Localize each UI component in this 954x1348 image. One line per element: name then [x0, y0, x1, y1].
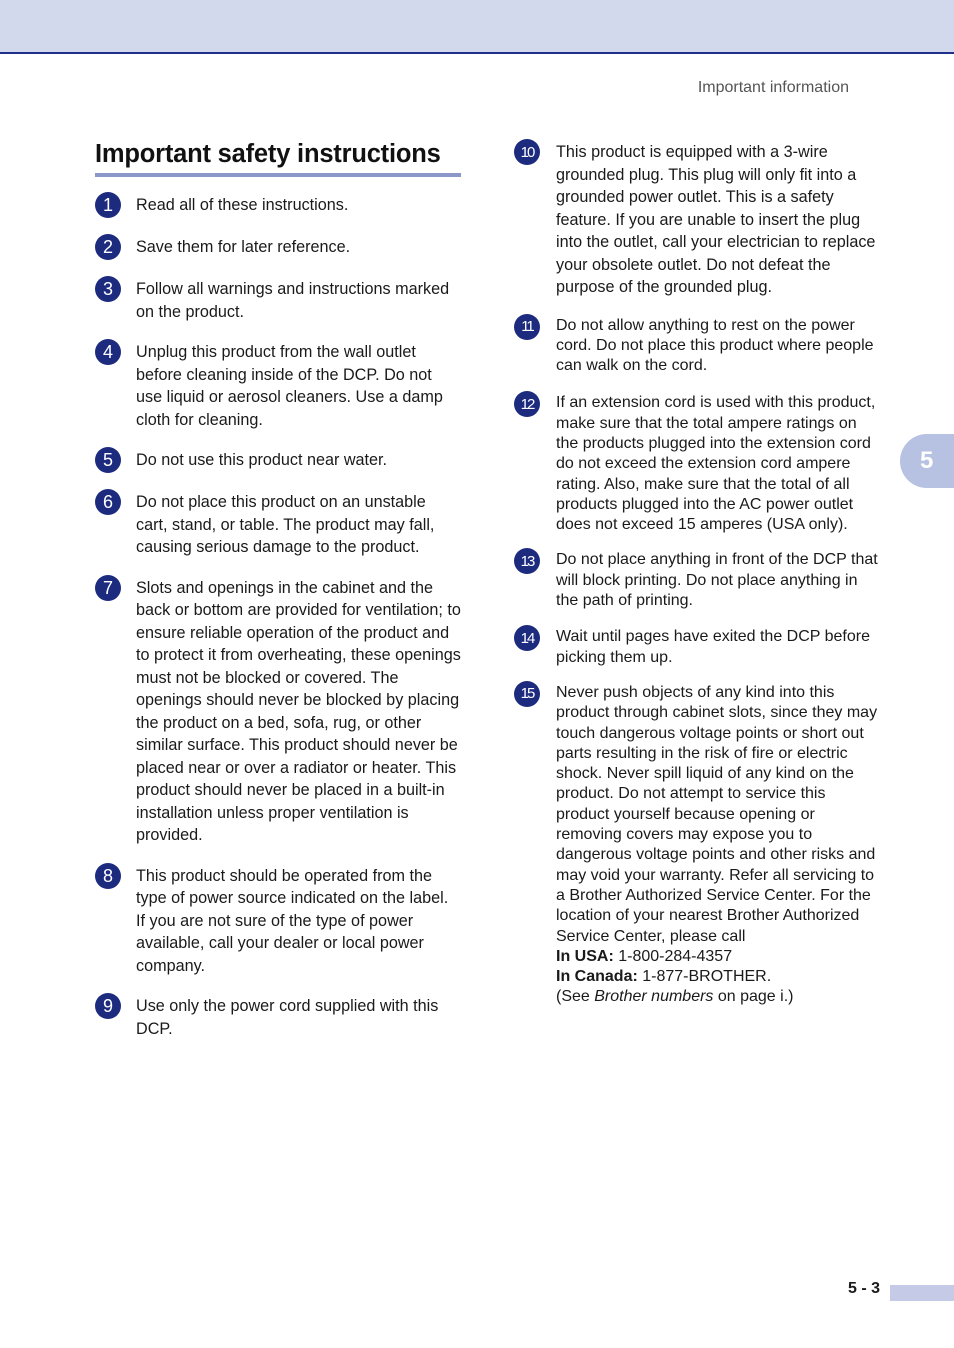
instruction-body: Do not place this product on an unstable cart, stand, or table. The product may fall, causing serious damage to the product. — [136, 493, 435, 556]
running-header: Important information — [697, 79, 849, 96]
instruction-text — [556, 393, 880, 535]
left-instruction-list — [95, 194, 465, 1040]
step-number-badge: 12 — [514, 391, 540, 417]
instruction-item — [95, 577, 465, 847]
instruction-item — [95, 995, 465, 1040]
see-reference-line — [556, 987, 880, 1007]
step-number-badge: 1 — [95, 192, 121, 218]
page-number-bar — [890, 1285, 954, 1301]
instruction-item — [514, 393, 880, 535]
instruction-body: Do not use this product near water. — [136, 451, 388, 469]
left-column — [95, 140, 465, 1040]
step-gap — [514, 535, 880, 550]
step-gap — [95, 431, 465, 449]
step-gap — [95, 977, 465, 995]
top-header-band — [0, 0, 954, 54]
usa-contact-line — [556, 947, 880, 967]
instruction-body: This product is equipped with a 3-wire grounded plug. This plug will only fit into a grounded power outlet. This is a safety feature. If you are unable to insert the plug into the outlet, call your electrician to replace your obsolete outlet. Do not defeat the purpose of the grounded plug. — [556, 143, 876, 296]
instruction-item — [95, 449, 465, 473]
see-prefix: (See — [556, 988, 595, 1006]
step-gap — [95, 218, 465, 236]
step-gap — [514, 611, 880, 627]
instruction-item — [95, 278, 465, 323]
instruction-body: Follow all warnings and instructions marked on the product. — [136, 280, 450, 321]
step-number-badge: 11 — [514, 314, 540, 340]
instruction-item — [514, 550, 880, 611]
instruction-item — [95, 341, 465, 431]
instruction-body: This product should be operated from the type of power source indicated on the label. If you are not sure of the type of power available, call your dealer or local power company. — [136, 866, 449, 975]
usa-label: In USA: — [556, 947, 614, 965]
instruction-item — [514, 141, 880, 299]
step-number-badge: 9 — [95, 993, 121, 1019]
step-number-badge: 2 — [95, 234, 121, 260]
instruction-body: If an extension cord is used with this product, make sure that the total ampere ratings on the products plugged into the extension cord do not exceed the extension cord ampere rating. Also, make sure that the total of all products plugged into the AC power outlet does not exceed 15 amperes (USA only). — [556, 394, 876, 534]
instruction-body: Do not place anything in front of the DCP that will block printing. Do not place anything in the path of printing. — [556, 551, 878, 610]
instruction-item — [95, 865, 465, 978]
section-title: Important safety instructions — [95, 140, 461, 177]
instruction-text — [556, 141, 880, 299]
canada-number: 1-877-BROTHER. — [637, 968, 772, 986]
instruction-text — [136, 236, 461, 259]
instruction-item — [95, 194, 465, 218]
step-number-badge: 5 — [95, 447, 121, 473]
step-gap — [514, 376, 880, 393]
page-number: 5 - 3 — [847, 1280, 880, 1297]
instruction-body: Do not allow anything to rest on the power cord. Do not place this product where people can walk on the cord. — [556, 316, 874, 375]
instruction-item — [95, 236, 465, 260]
contact-block — [556, 947, 880, 1008]
step-gap — [95, 260, 465, 278]
instruction-body: Unplug this product from the wall outlet before cleaning inside of the DCP. Do not use liquid or aerosol cleaners. Use a damp cloth for cleaning. — [136, 343, 443, 429]
instruction-text — [556, 550, 880, 611]
instruction-body: Read all of these instructions. — [136, 196, 349, 214]
instruction-body: Wait until pages have exited the DCP before picking them up. — [556, 628, 870, 666]
step-number-badge: 13 — [514, 548, 540, 574]
instruction-text — [556, 627, 880, 668]
instruction-text — [136, 995, 461, 1040]
usa-number: 1-800-284-4357 — [613, 947, 733, 965]
right-instruction-list — [514, 141, 880, 1008]
step-number-badge: 8 — [95, 863, 121, 889]
instruction-body: Slots and openings in the cabinet and the back or bottom are provided for ventilation; to ensure reliable operation of the product and to protect it from overheating, these openings must not be blocked or covered. The openings should never be blocked by placing the product on a bed, sofa, rug, or other similar surface. This product should never be placed near or over a radiator or heater. This product should never be placed in a built-in installation unless proper ventilation is provided. — [136, 578, 461, 844]
see-suffix: on page i.) — [713, 988, 794, 1006]
instruction-item — [514, 683, 880, 1008]
step-gap — [95, 559, 465, 577]
canada-label: In Canada: — [556, 968, 638, 986]
instruction-text — [136, 449, 461, 472]
step-number-badge: 14 — [514, 625, 540, 651]
chapter-tab[interactable]: 5 — [900, 434, 954, 488]
instruction-text — [136, 278, 461, 323]
instruction-text — [136, 341, 461, 431]
step-number-badge: 7 — [95, 575, 121, 601]
step-number-badge: 3 — [95, 276, 121, 302]
canada-contact-line — [556, 967, 880, 987]
step-gap — [514, 668, 880, 683]
instruction-text — [136, 577, 461, 847]
instruction-item — [95, 491, 465, 559]
brother-numbers-reference[interactable]: Brother numbers — [594, 988, 714, 1006]
step-gap — [95, 847, 465, 865]
step-gap — [95, 323, 465, 341]
step-gap — [95, 473, 465, 491]
instruction-item — [514, 316, 880, 377]
instruction-text — [556, 683, 880, 1008]
instruction-text — [136, 491, 461, 559]
instruction-text — [556, 316, 880, 377]
step-number-badge: 4 — [95, 339, 121, 365]
instruction-item — [514, 627, 880, 668]
step-gap — [514, 299, 880, 316]
right-column — [514, 141, 880, 1008]
step-number-badge: 15 — [514, 681, 540, 707]
step-number-badge: 6 — [95, 489, 121, 515]
step-number-badge: 10 — [514, 139, 540, 165]
instruction-text — [136, 194, 461, 217]
instruction-text — [136, 865, 461, 978]
instruction-body: Never push objects of any kind into this product through cabinet slots, since they may touch dangerous voltage points or short out parts resulting in the risk of fire or electric shock. Never spill liquid of any kind on the product. Do not attempt to service this product yourself because opening or removing covers may expose you to dangerous voltage points and other risks and may void your warranty. Refer all servicing to a Brother Authorized Service Center. For the location of your nearest Brother Authorized Service Center, please call — [556, 683, 878, 945]
instruction-body: Use only the power cord supplied with this DCP. — [136, 997, 439, 1038]
instruction-body: Save them for later reference. — [136, 238, 351, 256]
